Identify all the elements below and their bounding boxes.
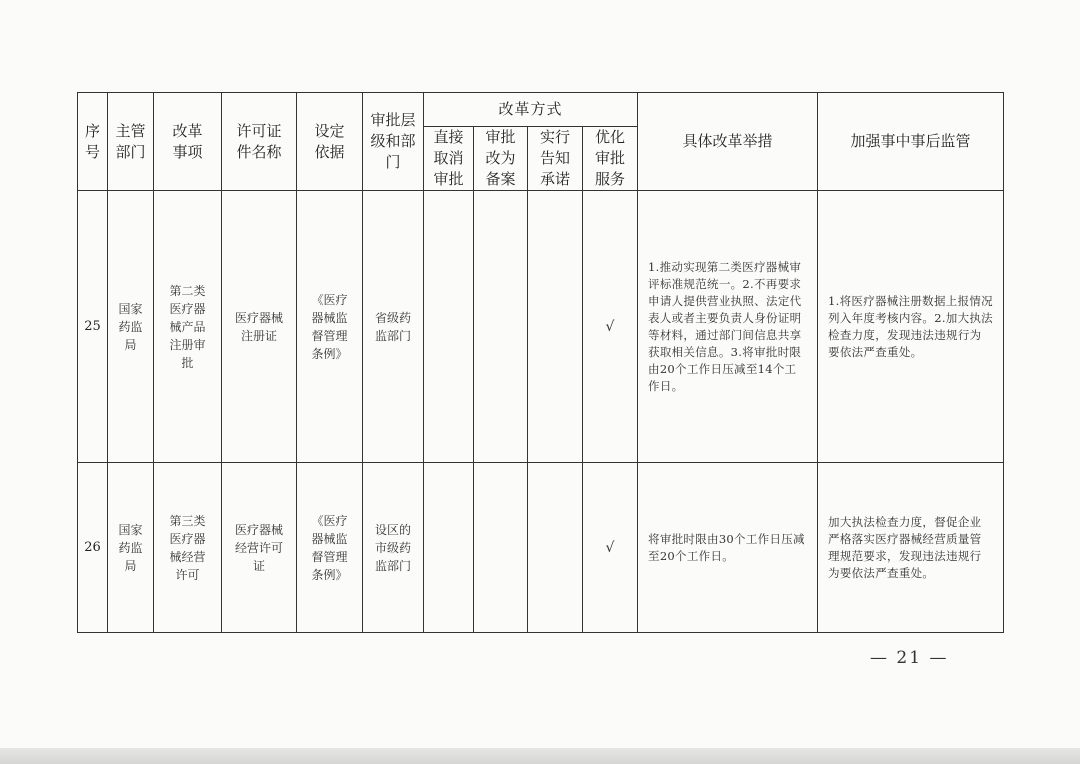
row-to-filing [474, 191, 528, 463]
header-method-optimize: 优化审批服务 [583, 127, 638, 191]
header-item: 改革事项 [154, 93, 222, 191]
row-to-filing [474, 463, 528, 633]
row-notify [528, 463, 583, 633]
header-measures: 具体改革举措 [638, 93, 818, 191]
row-supervision: 1.将医疗器械注册数据上报情况列入年度考核内容。2.加大执法检查力度，发现违法违规行为要依法严查重处。 [818, 191, 1004, 463]
row-dept: 国家药监局 [108, 463, 154, 633]
row-measures: 1.推动实现第二类医疗器械审评标准规范统一。2.不再要求申请人提供营业执照、法定代表人或者主要负责人身份证明等材料，通过部门间信息共享获取相关信息。3.将审批时限由20个工作日压减至14个工作日。 [638, 191, 818, 463]
header-seq: 序号 [78, 93, 108, 191]
header-license: 许可证件名称 [222, 93, 297, 191]
row-notify [528, 191, 583, 463]
header-method-notify: 实行告知承诺 [528, 127, 583, 191]
header-method-to-filing: 审批改为备案 [474, 127, 528, 191]
table-row [78, 463, 1004, 633]
row-level: 设区的市级药监部门 [363, 463, 424, 633]
row-seq: 26 [78, 463, 108, 633]
row-item: 第三类医疗器械经营许可 [154, 463, 222, 633]
scan-bottom-edge [0, 748, 1080, 764]
row-dept: 国家药监局 [108, 191, 154, 463]
row-seq: 25 [78, 191, 108, 463]
row-basis: 《医疗器械监督管理条例》 [297, 463, 363, 633]
header-reform-method: 改革方式 [424, 93, 638, 127]
header-method-direct-cancel: 直接取消审批 [424, 127, 474, 191]
header-level: 审批层级和部门 [363, 93, 424, 191]
row-license: 医疗器械注册证 [222, 191, 297, 463]
row-level: 省级药监部门 [363, 191, 424, 463]
reform-table [77, 92, 1004, 633]
header-dept: 主管部门 [108, 93, 154, 191]
row-direct-cancel [424, 463, 474, 633]
row-basis: 《医疗器械监督管理条例》 [297, 191, 363, 463]
row-optimize-check: √ [583, 463, 638, 633]
page-number: — 21 — [870, 648, 949, 668]
row-measures: 将审批时限由30个工作日压减至20个工作日。 [638, 463, 818, 633]
row-supervision: 加大执法检查力度，督促企业严格落实医疗器械经营质量管理规范要求，发现违法违规行为要依法严查重处。 [818, 463, 1004, 633]
row-item: 第二类医疗器械产品注册审批 [154, 191, 222, 463]
header-row-1 [78, 93, 1004, 127]
table-row [78, 191, 1004, 463]
header-supervision: 加强事中事后监管 [818, 93, 1004, 191]
row-optimize-check: √ [583, 191, 638, 463]
row-license: 医疗器械经营许可证 [222, 463, 297, 633]
row-direct-cancel [424, 191, 474, 463]
header-basis: 设定依据 [297, 93, 363, 191]
